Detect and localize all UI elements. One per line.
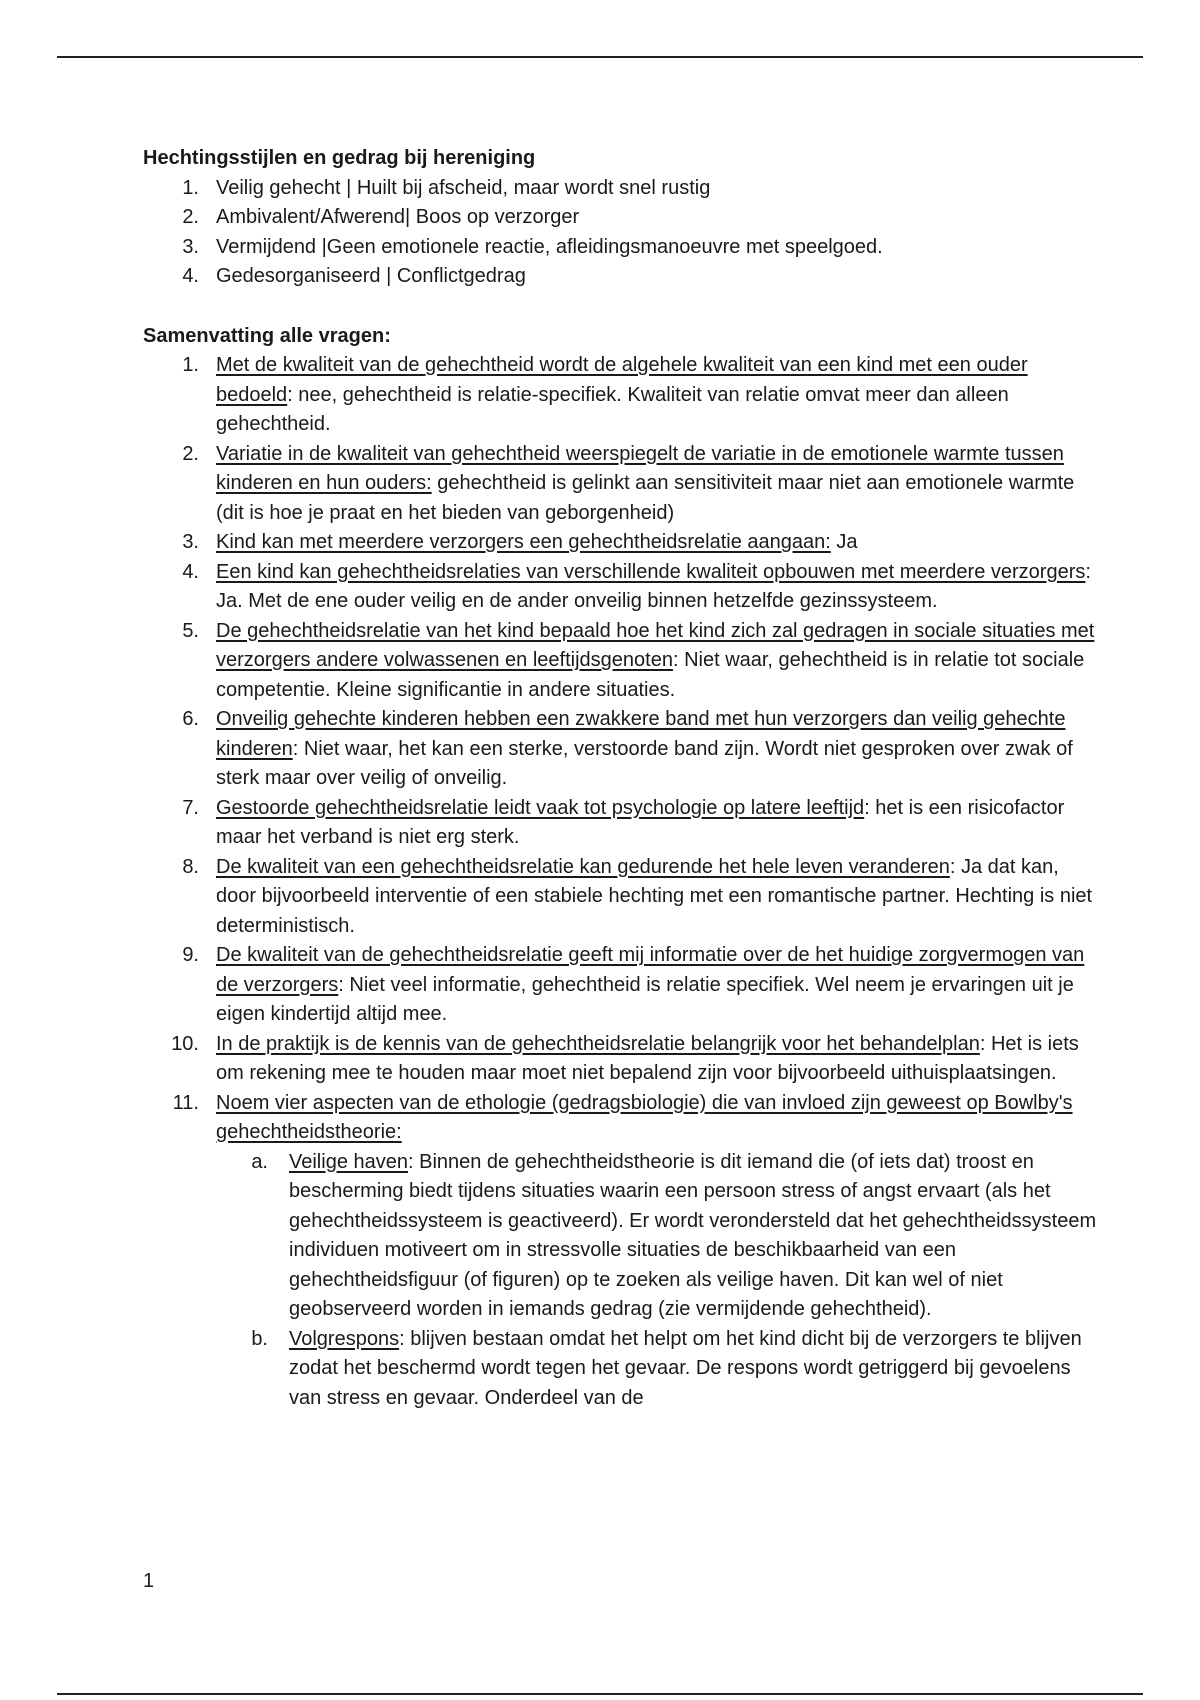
term-text: Volgrespons [289,1327,400,1350]
sublist-item: a. Veilige haven: Binnen de gehechtheidstheorie is dit iemand die (of iets dat) troost en bescherming biedt tijdens situaties waarin een persoon stress of angst ervaart (als het gehechtheidssysteem is geactiveerd). Er wordt verondersteld dat het gehechtheidssysteem individuen motiveert om in stressvolle situaties de beschikbaarheid van een gehechtheidsfiguur (of figuren) op te zoeken als veilige haven. Dit kan wel of niet geobserveerd worden in iemands gedrag (zie vermijdende gehechtheid). [251,1150,1097,1320]
question-text: De kwaliteit van de gehechtheidsrelatie geeft mij informatie over de het huidige zorgvermogen van de verzorgers [216,944,1085,996]
page-number: 1 [143,1570,155,1592]
question-text: Een kind kan gehechtheidsrelaties van verschillende kwaliteit opbouwen met meerdere verzorgers [216,560,1086,583]
summary-questions-list [143,351,1103,1413]
question-text: Kind kan met meerdere verzorgers een gehechtheidsrelatie aangaan: [216,531,831,553]
answer-text: : Ja. Met de ene ouder veilig en de ander onveilig binnen hetzelfde gezinssysteem. [216,560,1091,612]
document-body [143,144,1103,1413]
question-text: De gehechtheidsrelatie van het kind bepaald hoe het kind zich zal gedragen in sociale situaties met verzorgers andere volwassenen en leeftijdsgenoten [216,619,1095,671]
list-item: 5. De gehechtheidsrelatie van het kind bepaald hoe het kind zich zal gedragen in sociale situaties met verzorgers andere volwassenen en leeftijdsgenoten: Niet waar, gehechtheid is in relatie tot sociale competentie. Kleine significantie in andere situaties. [182,619,1095,701]
footer-rule [57,1693,1143,1695]
list-item: 6. Onveilig gehechte kinderen hebben een zwakkere band met hun verzorgers dan veilig gehechte kinderen: Niet waar, het kan een sterke, verstoorde band zijn. Wordt niet gesproken over zwak of sterk maar over veilig of onveilig. [182,708,1073,789]
list-item: 10. In de praktijk is de kennis van de gehechtheidsrelatie belangrijk voor het behandelplan: Het is iets om rekening mee te houden maar moet niet bepalend zijn voor bijvoorbeeld uithuisplaatsingen. [171,1032,1079,1084]
question-text: Variatie in de kwaliteit van gehechtheid weerspiegelt de variatie in de emotionele warmte tussen kinderen en hun ouders: [216,442,1064,494]
question-text: In de praktijk is de kennis van de gehechtheidsrelatie belangrijk voor het behandelplan [216,1032,980,1055]
definition-text: : Binnen de gehechtheidstheorie is dit iemand die (of iets dat) troost en bescherming biedt tijdens situaties waarin een persoon stress of angst ervaart (als het gehechtheidssysteem is geactiveerd). Er wordt verondersteld dat het gehechtheidssysteem individuen motiveert om in stressvolle situaties de beschikbaarheid van een gehechtheidsfiguur (of figuren) op te zoeken als veilige haven. Dit kan wel of niet geobserveerd worden in iemands gedrag (zie vermijdende gehechtheid). [289,1150,1097,1320]
question-text: De kwaliteit van een gehechtheidsrelatie kan gedurende het hele leven veranderen [216,855,950,878]
answer-text: gehechtheid is gelinkt aan sensitiviteit maar niet aan emotionele warmte (dit is hoe je praat en het bieden van geborgenheid) [216,472,1075,524]
section-heading-summary: Samenvatting alle vragen: [143,324,391,347]
list-item: 8. De kwaliteit van een gehechtheidsrelatie kan gedurende het hele leven veranderen: Ja dat kan, door bijvoorbeeld interventie of een stabiele hechting met een romantische partner. Hechting is niet deterministisch. [182,855,1093,937]
answer-text: : het is een risicofactor maar het verband is niet erg sterk. [216,796,1065,848]
list-item: 11. Noem vier aspecten van de ethologie (gedragsbiologie) die van invloed zijn geweest op Bowlby's gehechtheidstheorie: a. Veilige haven: Binnen de gehechtheidstheorie is dit iemand die (of iets dat) troost en bescherming biedt tijdens situaties waarin een persoon stress of angst ervaart (als het gehechtheidssysteem is geactiveerd). Er wordt verondersteld dat het gehechtheidssysteem individuen motiveert om in stressvolle situaties de beschikbaarheid van een gehechtheidsfiguur (of figuren) op te zoeken als veilige haven. Dit kan wel of niet geobserveerd worden in iemands gedrag (zie vermijdende gehechtheid). b. Volgrespons: blijven bestaan omdat het helpt om het kind dicht bij de verzorgers te blijven zodat het beschermd wordt tegen het gevaar. De respons wordt getriggerd bij gevoelens van stress en gevaar. Onderdeel van de [143,1089,1103,1414]
list-item: 4. Gedesorganiseerd | Conflictgedrag [182,265,526,287]
section-heading-attachment-styles: Hechtingsstijlen en gedrag bij hereniging [143,147,536,169]
list-item: 7. Gestoorde gehechtheidsrelatie leidt vaak tot psychologie op latere leeftijd: het is een risicofactor maar het verband is niet erg sterk. [182,796,1065,848]
question-text: Met de kwaliteit van de gehechtheid wordt de algehele kwaliteit van een kind met een ouder bedoeld [216,354,1028,406]
question-text: Gestoorde gehechtheidsrelatie leidt vaak tot psychologie op latere leeftijd [216,796,865,819]
list-item: 9. De kwaliteit van de gehechtheidsrelatie geeft mij informatie over de het huidige zorgvermogen van de verzorgers: Niet veel informatie, gehechtheid is relatie specifiek. Wel neem je ervaringen uit je eigen kindertijd altijd mee. [182,944,1085,1025]
answer-text: : Niet veel informatie, gehechtheid is relatie specifiek. Wel neem je ervaringen uit je eigen kindertijd altijd mee. [216,973,1074,1025]
list-item: 1. Veilig gehecht | Huilt bij afscheid, maar wordt snel rustig [182,176,711,199]
ethology-aspects-sublist [216,1148,1103,1414]
attachment-styles-list [143,174,1103,292]
answer-text: : Het is iets om rekening mee te houden maar moet niet bepalend zijn voor bijvoorbeeld uithuisplaatsingen. [216,1032,1079,1084]
term-text: Veilige haven [289,1150,408,1173]
list-item: 4. Een kind kan gehechtheidsrelaties van verschillende kwaliteit opbouwen met meerdere verzorgers: Ja. Met de ene ouder veilig en de ander onveilig binnen hetzelfde gezinssysteem. [182,560,1091,612]
list-item: 2. Ambivalent/Afwerend| Boos op verzorger [182,206,580,228]
list-item: 1. Met de kwaliteit van de gehechtheid wordt de algehele kwaliteit van een kind met een ouder bedoeld: nee, gehechtheid is relatie-specifiek. Kwaliteit van relatie omvat meer dan alleen gehechtheid. [182,354,1028,435]
answer-text: : nee, gehechtheid is relatie-specifiek. Kwaliteit van relatie omvat meer dan alleen gehechtheid. [216,383,1009,435]
definition-text: : blijven bestaan omdat het helpt om het kind dicht bij de verzorgers te blijven zodat het beschermd wordt tegen het gevaar. De respons wordt getriggerd bij gevoelens van stress en gevaar. Onderdeel van de [289,1327,1082,1409]
answer-text: : Ja dat kan, door bijvoorbeeld interventie of een stabiele hechting met een romantische partner. Hechting is niet deterministisch. [216,855,1093,937]
sublist-item: b. Volgrespons: blijven bestaan omdat het helpt om het kind dicht bij de verzorgers te blijven zodat het beschermd wordt tegen het gevaar. De respons wordt getriggerd bij gevoelens van stress en gevaar. Onderdeel van de [251,1327,1082,1409]
list-item: 3. Kind kan met meerdere verzorgers een gehechtheidsrelatie aangaan: Ja [182,531,858,553]
list-item: 2. Variatie in de kwaliteit van gehechtheid weerspiegelt de variatie in de emotionele warmte tussen kinderen en hun ouders: gehechtheid is gelinkt aan sensitiviteit maar niet aan emotionele warmte (dit is hoe je praat en het bieden van geborgenheid) [182,442,1075,524]
header-rule [57,56,1143,58]
answer-text: : Niet waar, het kan een sterke, verstoorde band zijn. Wordt niet gesproken over zwak of sterk maar over veilig of onveilig. [216,737,1073,789]
answer-text: Ja [830,531,858,553]
question-text: Noem vier aspecten van de ethologie (gedragsbiologie) die van invloed zijn geweest op Bowlby's gehechtheidstheorie: [216,1091,1073,1143]
list-item: 3. Vermijdend |Geen emotionele reactie, afleidingsmanoeuvre met speelgoed. [182,235,883,258]
answer-text: : Niet waar, gehechtheid is in relatie tot sociale competentie. Kleine significantie in andere situaties. [216,649,1085,701]
question-text: Onveilig gehechte kinderen hebben een zwakkere band met hun verzorgers dan veilig gehechte kinderen [216,708,1066,760]
